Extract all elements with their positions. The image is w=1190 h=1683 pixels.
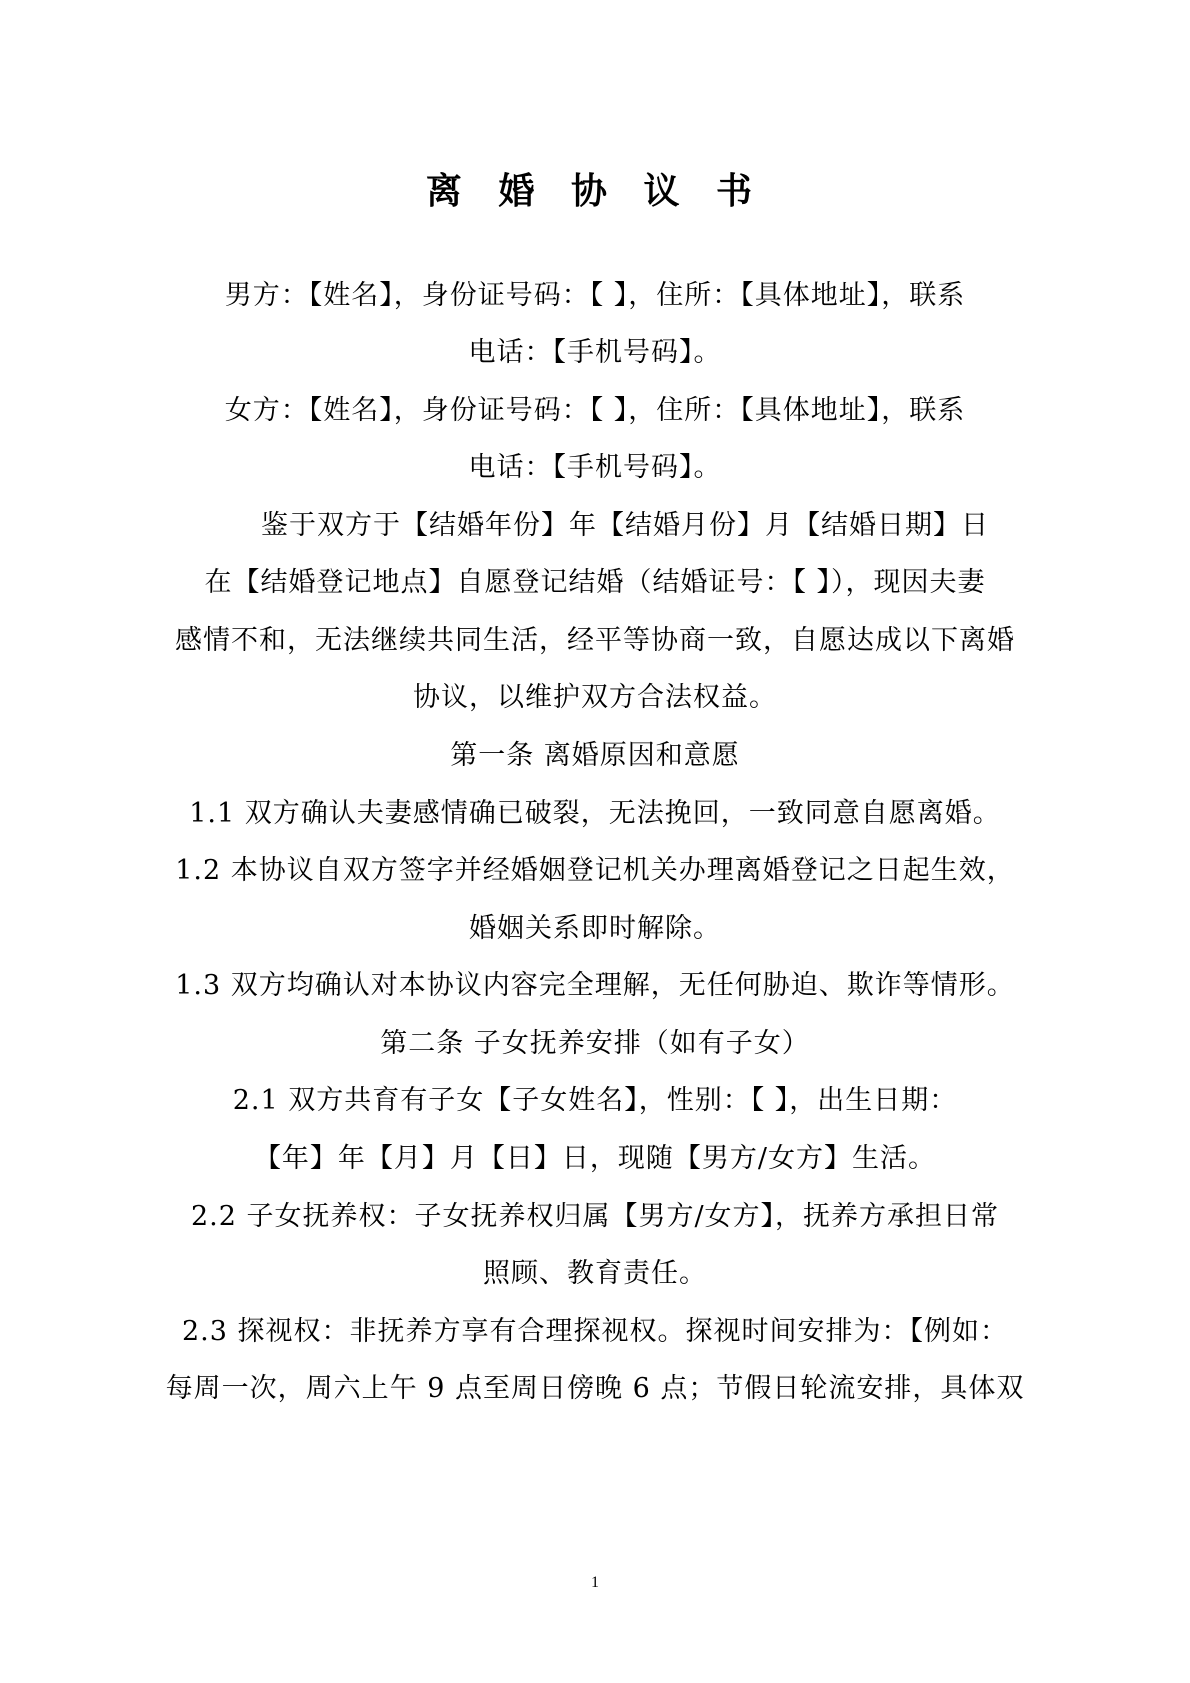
- article-heading-2: 第二条 子女抚养安排（如有子女）: [380, 1028, 810, 1059]
- paragraph-line-preamble-1: 鉴于双方于【结婚年份】年【结婚月份】月【结婚日期】日: [261, 510, 989, 541]
- paragraph-line-preamble-4: 协议，以维护双方合法权益。: [413, 682, 777, 713]
- paragraph-line-female-party: 女方：【姓名】，身份证号码：【 】，住所：【具体地址】，联系: [224, 395, 966, 426]
- page-number: 1: [591, 1574, 599, 1591]
- clause-2-2: 2.2 子女抚养权：子女抚养权归属【男方/女方】，抚养方承担日常: [190, 1201, 1000, 1232]
- paragraph-line-male-party: 男方：【姓名】，身份证号码：【 】，住所：【具体地址】，联系: [224, 280, 966, 311]
- clause-2-3: 2.3 探视权：非抚养方享有合理探视权。探视时间安排为：【例如：: [181, 1316, 1009, 1347]
- clause-1-2-continued: 婚姻关系即时解除。: [469, 913, 721, 944]
- paragraph-line-preamble-3: 感情不和，无法继续共同生活，经平等协商一致，自愿达成以下离婚: [175, 625, 1015, 656]
- clause-2-1-continued: 【年】年【月】月【日】日，现随【男方/女方】生活。: [253, 1143, 937, 1174]
- paragraph-line-female-phone: 电话：【手机号码】。: [468, 452, 722, 483]
- clause-1-2: 1.2 本协议自双方签字并经婚姻登记机关办理离婚登记之日起生效，: [175, 855, 1015, 886]
- clause-1-3: 1.3 双方均确认对本协议内容完全理解，无任何胁迫、欺诈等情形。: [175, 970, 1015, 1001]
- document-title: 离 婚 协 议 书: [425, 170, 765, 212]
- article-heading-1: 第一条 离婚原因和意愿: [450, 740, 740, 771]
- clause-2-1: 2.1 双方共育有子女【子女姓名】，性别：【 】，出生日期：: [232, 1085, 958, 1116]
- clause-2-2-continued: 照顾、教育责任。: [483, 1258, 707, 1289]
- clause-1-1: 1.1 双方确认夫妻感情确已破裂，无法挽回，一致同意自愿离婚。: [189, 798, 1001, 829]
- paragraph-line-preamble-2: 在【结婚登记地点】自愿登记结婚（结婚证号：【 】），现因夫妻: [204, 567, 986, 598]
- paragraph-line-male-phone: 电话：【手机号码】。: [468, 337, 722, 368]
- clause-2-3-continued: 每周一次，周六上午 9 点至周日傍晚 6 点；节假日轮流安排，具体双: [165, 1373, 1025, 1404]
